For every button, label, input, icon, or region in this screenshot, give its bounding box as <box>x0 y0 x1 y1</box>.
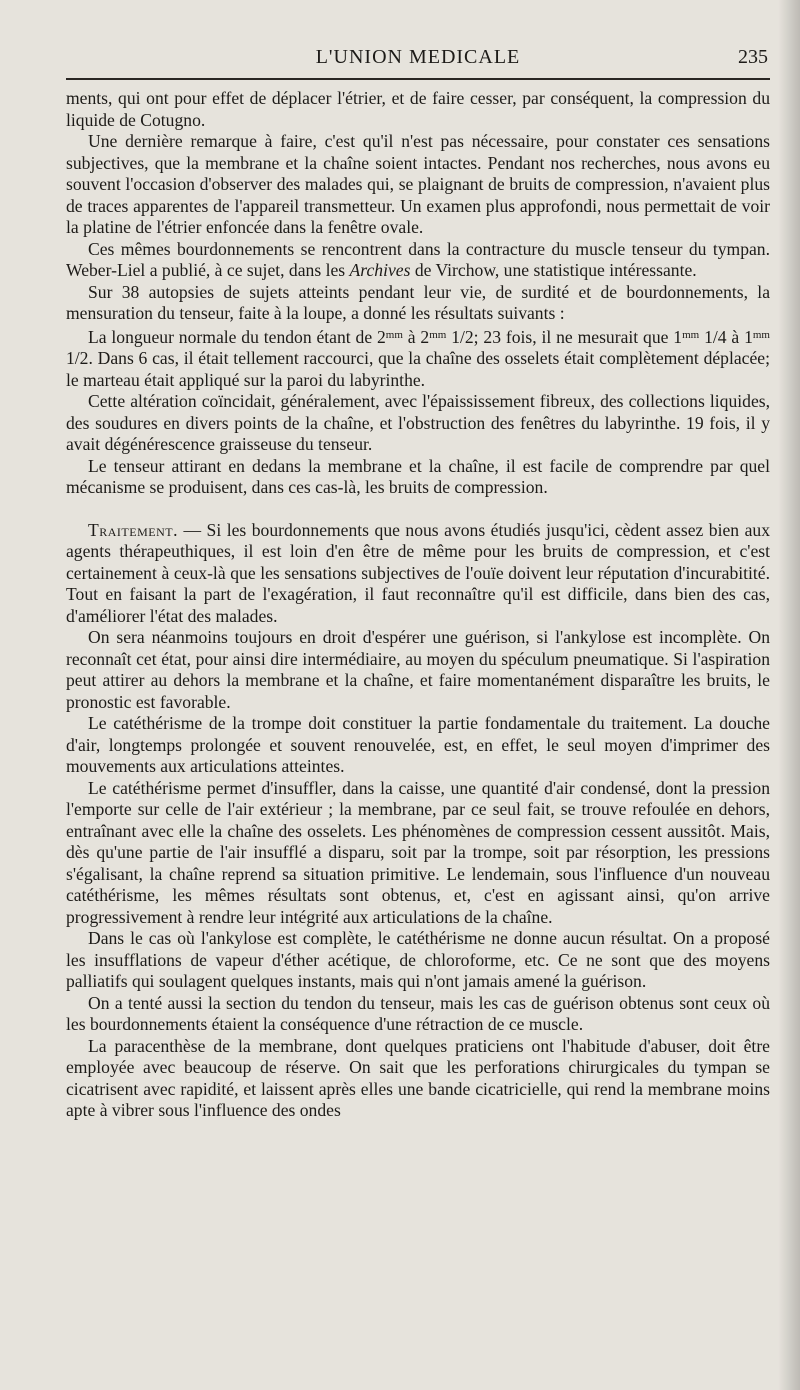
paragraph-text: de Virchow, une statistique intéressante. <box>410 260 697 280</box>
paragraph-text: 1/2; 23 fois, il ne mesurait que 1 <box>446 326 683 347</box>
paragraph: Le catéthérisme de la trompe doit constituer la partie fondamentale du traitement. La douche d'air, longtemps prolongée et souvent renouvelée, est, en effet, le seul moyen d'imprimer des mouvements aux articulations atteintes. <box>66 713 770 776</box>
paragraph: ments, qui ont pour effet de déplacer l'étrier, et de faire cesser, par conséquent, la compression du liquide de Cotugno. <box>66 88 770 130</box>
paragraph: On a tenté aussi la section du tendon du tenseur, mais les cas de guérison obtenus sont ceux où les bourdonnements étaient la conséquence d'une rétraction de ce muscle. <box>66 992 770 1034</box>
unit-mm: mm <box>752 328 770 341</box>
page-number: 235 <box>738 46 768 68</box>
unit-mm: mm <box>385 328 403 341</box>
header-rule <box>66 78 770 80</box>
paragraph <box>66 520 770 628</box>
paragraph: La paracenthèse de la membrane, dont quelques praticiens ont l'habitude d'abuser, doit être employée avec beaucoup de réserve. On sait que les perforations chirurgicales du tympan se cicatrisent avec rapidité, et laissent après elles une bande cicatricielle, qui rend la membrane moins apte à vibrer sous l'influence des ondes <box>66 1035 770 1120</box>
paragraph-text: 1/2. Dans 6 cas, il était tellement raccourci, que la chaîne des osselets était complètement déplacée; le marteau était appliqué sur la paroi du labyrinthe. <box>66 348 770 390</box>
paragraph <box>66 325 770 392</box>
paragraph-text: 1/4 à 1 <box>699 326 753 347</box>
paragraph: Dans le cas où l'ankylose est complète, le catéthérisme ne donne aucun résultat. On a proposé les insufflations de vapeur d'éther acétique, de chloroforme, etc. Ce ne sont que des moyens palliatifs qui soulagent quelques instants, mais qui n'ont jamais amené la guérison. <box>66 928 770 991</box>
paragraph <box>66 239 770 282</box>
paragraph-text: Ces mêmes bourdonnements se rencontrent dans la contracture du muscle tenseur du tympan. Weber-Liel a publié, à ce sujet, dans les <box>66 238 770 280</box>
unit-mm: mm <box>429 328 447 341</box>
paragraph: Cette altération coïncidait, généralement, avec l'épaississement fibreux, des collections liquides, des soudures en divers points de la chaîne, et l'obstruction des fenêtres du labyrinthe. 19 fois, il y avait dégénérescence graisseuse du tenseur. <box>66 391 770 454</box>
journal-title: L'UNION MEDICALE <box>315 46 521 68</box>
paragraph-text: — Si les bourdonnements que nous avons étudiés jusqu'ici, cèdent assez bien aux agents thérapeuthiques, il est loin d'en être de même pour les bruits de compression, et c'est certainement à ceux-là que les sensations subjectives de l'ouïe doivent leur réputation d'incurabitité. Tout en faisant la part de l'exagération, il faut reconnaître qu'il est difficile, dans bien des cas, d'améliorer l'état des malades. <box>66 519 770 626</box>
paragraph: Sur 38 autopsies de sujets atteints pendant leur vie, de surdité et de bourdonnements, la mensuration du tenseur, faite à la loupe, a donné les résultats suivants : <box>66 281 770 323</box>
archives-italic: Archives <box>349 260 411 280</box>
unit-mm: mm <box>682 328 700 341</box>
paragraph: On sera néanmoins toujours en droit d'espérer une guérison, si l'ankylose est incomplète. On reconnaît cet état, pour ainsi dire intermédiaire, au moyen du spéculum pneumatique. Si l'aspiration peut attirer au dehors la membrane et la chaîne, et faire momentanément disparaître les bruits, le pronostic est favorable. <box>66 627 770 712</box>
running-header <box>66 42 770 72</box>
article-body <box>66 88 770 1122</box>
paragraph: Le tenseur attirant en dedans la membrane et la chaîne, il est facile de comprendre par quel mécanisme se produisent, dans ces cas-là, les bruits de compression. <box>66 455 770 497</box>
paragraph-text: La longueur normale du tendon étant de 2 <box>88 326 386 347</box>
paragraph-text: à 2 <box>402 326 430 347</box>
paragraph: Une dernière remarque à faire, c'est qu'il n'est pas nécessaire, pour constater ces sensations subjectives, que la membrane et la chaîne soient intactes. Pendant nos recherches, nous avons eu souvent l'occasion d'observer des malades qui, se plaignant de bruits de compression, n'avaient plus de traces apparentes de l'appareil transmetteur. Un examen plus approfondi, nous permettait de voir la platine de l'étrier enfoncée dans la fenêtre ovale. <box>66 131 770 237</box>
paragraph: Le catéthérisme permet d'insuffler, dans la caisse, une quantité d'air condensé, dont la pression l'emporte sur celle de l'air extérieur ; la membrane, par ce seul fait, se trouve refoulée en dehors, entraînant avec elle la chaîne des osselets. Les phénomènes de compression cessent aussitôt. Mais, dès qu'une partie de l'air insufflé a disparu, soit par la trompe, soit par résorption, les pressions s'égalisant, la chaîne reprend sa situation primitive. Le lendemain, sous l'influence d'un nouveau catéthérisme, les mêmes résultats sont obtenus, et, c'est en agissant ainsi, qu'on arrive progressivement à rendre leur intégrité aux articulations de la chaîne. <box>66 777 770 927</box>
section-heading-traitement: Traitement. <box>88 519 178 540</box>
